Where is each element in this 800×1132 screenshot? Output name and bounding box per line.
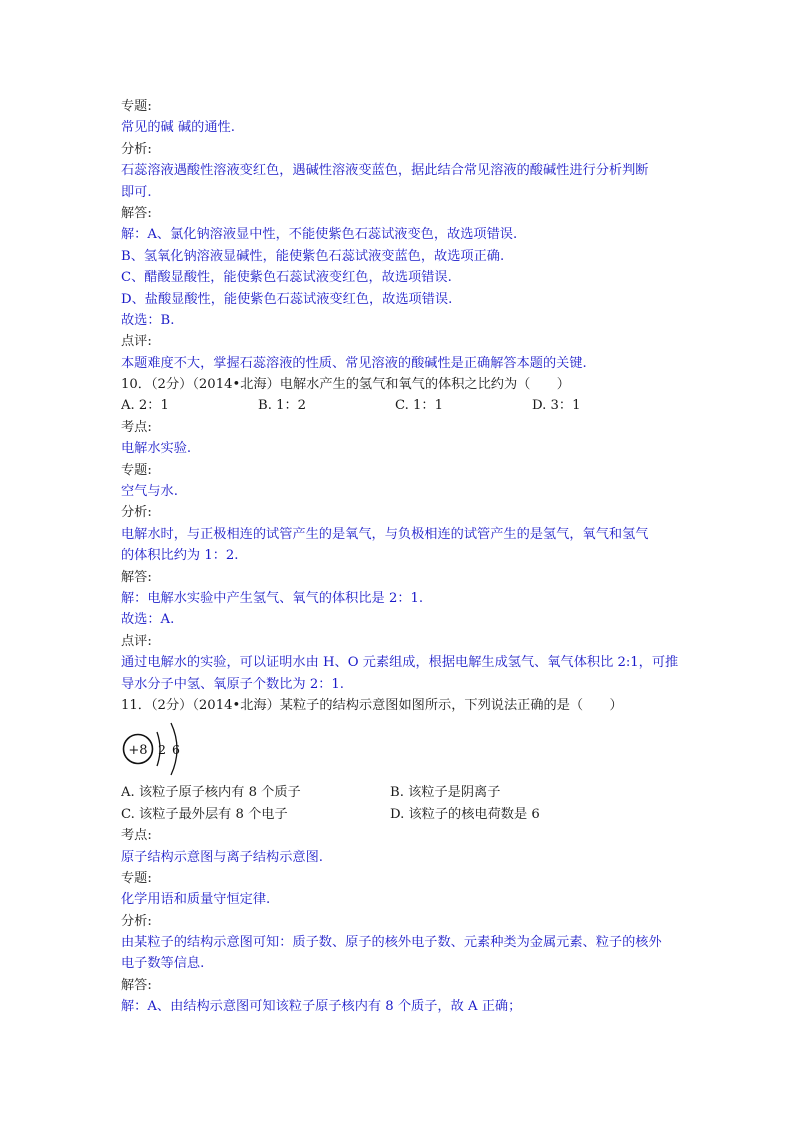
text-line: 故选：B.: [121, 312, 175, 328]
text-line: 即可.: [121, 184, 152, 200]
q10-option-c: C. 1：1: [395, 398, 443, 414]
text-line: 化学用语和质量守恒定律.: [121, 892, 271, 908]
q11-options-row-1: [121, 782, 681, 803]
text-line: B、氢氧化钠溶液显碱性，能使紫色石蕊试液变蓝色，故选项正确.: [121, 248, 505, 264]
atom-structure-diagram: [121, 716, 681, 782]
q10-option-b: B. 1：2: [258, 398, 307, 414]
q10-options: [121, 395, 681, 416]
q11-option-b: B. 该粒子是阴离子: [390, 785, 501, 801]
q11-options-row-2: [121, 804, 681, 825]
text-line: 专题:: [121, 870, 152, 886]
q10-solution-block: [121, 417, 681, 716]
text-line: 考点:: [121, 828, 152, 844]
text-line: 本题难度不大，掌握石蕊溶液的性质、常见溶液的酸碱性是正确解答本题的关键.: [121, 355, 587, 371]
document-page: [121, 96, 681, 1018]
text-line: C、醋酸显酸性，能使紫色石蕊试液变红色，故选项错误.: [121, 270, 452, 286]
q11-option-a: A. 该粒子原子核内有 8 个质子: [121, 785, 301, 801]
q11-option-c: C. 该粒子最外层有 8 个电子: [121, 806, 288, 822]
q11-solution-block: [121, 825, 681, 1018]
text-line: 专题:: [121, 462, 152, 478]
text-line: 电解水时，与正极相连的试管产生的是氧气，与负极相连的试管产生的是氢气，氧气和氢气: [121, 526, 649, 542]
text-line: 空气与水.: [121, 484, 178, 500]
text-line: 由某粒子的结构示意图可知：质子数、原子的核外电子数、元素种类为金属元素、粒子的核外: [121, 935, 662, 951]
q10-option-a: A. 2：1: [121, 398, 169, 414]
text-line: 10．（2分）（2014•北海）电解水产生的氢气和氧气的体积之比约为（ ）: [121, 377, 570, 393]
shell-2-electrons: 6: [172, 742, 180, 758]
text-line: 解答:: [121, 569, 152, 585]
text-line: 考点:: [121, 419, 152, 435]
text-line: 点评:: [121, 633, 152, 649]
nucleus-label: +8: [128, 743, 148, 759]
text-line: D、盐酸显酸性，能使紫色石蕊试液变红色，故选项错误.: [121, 291, 453, 307]
q11-option-d: D. 该粒子的核电荷数是 6: [390, 806, 540, 822]
text-line: 石蕊溶液遇酸性溶液变红色，遇碱性溶液变蓝色，据此结合常见溶液的酸碱性进行分析判断: [121, 163, 649, 179]
text-line: 原子结构示意图与离子结构示意图.: [121, 849, 324, 865]
text-line: 解答:: [121, 205, 152, 221]
text-line: 点评:: [121, 334, 152, 350]
text-line: 导水分子中氢、氧原子个数比为 2：1.: [121, 676, 344, 692]
q10-option-d: D. 3：1: [532, 398, 581, 414]
text-line: 分析:: [121, 505, 152, 521]
text-line: 解：A、氯化钠溶液显中性，不能使紫色石蕊试液变色，故选项错误.: [121, 227, 518, 243]
text-line: 电解水实验.: [121, 441, 192, 457]
text-line: 分析:: [121, 913, 152, 929]
text-line: 的体积比约为 1：2.: [121, 548, 239, 564]
text-line: 11．（2分）（2014•北海）某粒子的结构示意图如图所示，下列说法正确的是（ ）: [121, 697, 623, 713]
text-line: 专题:: [121, 99, 152, 114]
q9-solution-block: [121, 96, 681, 395]
text-line: 解：A、由结构示意图可知该粒子原子核内有 8 个质子，故 A 正确；: [121, 999, 522, 1015]
atom-structure-svg: [121, 718, 201, 780]
text-line: 解：电解水实验中产生氢气、氧气的体积比是 2：1.: [121, 590, 424, 606]
text-line: 电子数等信息.: [121, 956, 205, 972]
text-line: 分析:: [121, 141, 152, 157]
shell-1-electrons: 2: [158, 742, 166, 758]
text-line: 通过电解水的实验，可以证明水由 H、O 元素组成，根据电解生成氢气、氧气体积比 2:1，可推: [121, 655, 679, 671]
text-line: 解答:: [121, 977, 152, 993]
text-line: 常见的碱 碱的通性.: [121, 120, 235, 136]
text-line: 故选：A.: [121, 612, 175, 628]
